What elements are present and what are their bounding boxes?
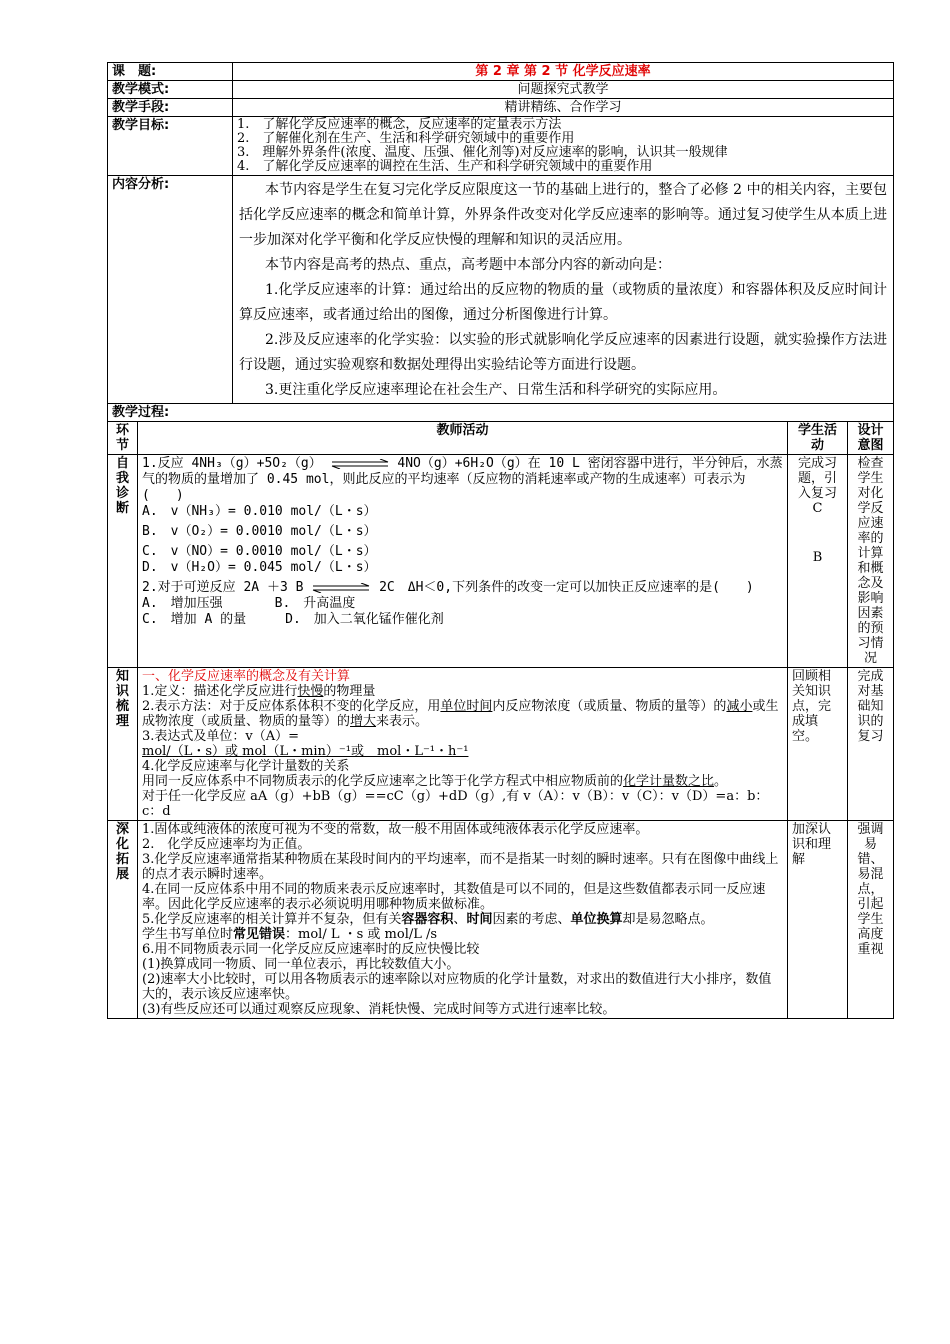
- student-activity: 回顾相关知识点，完成填空。: [788, 668, 848, 821]
- teacher-activity: [138, 821, 788, 1019]
- underlined-term: 减小: [726, 699, 753, 714]
- equilibrium-arrow-icon: [330, 459, 390, 469]
- stage-name: 深化拓展: [108, 821, 138, 1019]
- text: 内反应物浓度（或质量、物质的量等）的: [492, 699, 727, 714]
- text: 来表示。: [376, 714, 429, 729]
- means-label: 教学手段:: [108, 99, 233, 117]
- stage-deepening: [108, 821, 894, 1019]
- text: 或生成物浓度（或质量、物质的量等）的: [142, 699, 779, 729]
- answer-2: B: [812, 550, 823, 565]
- mode-label: 教学模式:: [108, 81, 233, 99]
- point-1: 1.固体或纯液体的浓度可视为不变的常数，故一般不用固体或纯液体表示化学反应速率。: [142, 822, 649, 837]
- goals-list: [233, 117, 894, 176]
- goal-item: 2. 了解催化剂在生产、生活和科学研究领域中的重要作用: [237, 131, 575, 146]
- analysis-row: [108, 176, 894, 404]
- process-label: 教学过程:: [108, 404, 894, 422]
- equilibrium-arrow-icon: [311, 583, 371, 593]
- design-intent: 完成对基础知识的复习: [848, 668, 894, 821]
- analysis-paragraph: 本节内容是高考的热点、重点，高考题中本部分内容的新动向是：: [265, 257, 672, 273]
- question-1-start: 1.反应 4NH₃（g）+5O₂（g）: [142, 456, 322, 471]
- relation-title: 4.化学反应速率与化学计量数的关系: [142, 759, 350, 774]
- analysis-paragraph: 2.涉及反应速率的化学实验：以实验的形式就影响化学反应速率的因素进行设题，就实验操作方法进行设题，通过实验观察和数据处理得出实验结论等方面进行设题。: [239, 332, 888, 373]
- underlined-term: 快慢: [297, 684, 324, 699]
- goal-item: 3. 理解外界条件(浓度、温度、压强、催化剂等)对反应速率的影响，认识其一般规律: [237, 145, 728, 160]
- mode-value: 问题探究式教学: [233, 81, 894, 99]
- process-header-row: [108, 422, 894, 455]
- point-2: 2. 化学反应速率均为正值。: [142, 837, 311, 852]
- option: A. 增加压强 B. 升高温度: [142, 596, 356, 611]
- student-activity: [788, 455, 848, 668]
- means-value: 精讲精练、合作学习: [233, 99, 894, 117]
- common-error-line: [142, 927, 783, 942]
- teacher-activity: [138, 668, 788, 821]
- bold-term: 常见错误: [233, 927, 286, 942]
- text: 却是易忽略点。: [622, 912, 714, 927]
- goals-label: 教学目标:: [108, 117, 233, 176]
- option: C. v（NO）= 0.0010 mol/（L・s）: [142, 544, 377, 559]
- representation-line: [142, 699, 783, 729]
- lesson-plan-table: [107, 62, 894, 1019]
- goal-item: 1. 了解化学反应速率的概念，反应速率的定量表示方法: [237, 117, 562, 132]
- goals-row: [108, 117, 894, 176]
- point-6-2: (2)速率大小比较时，可以用各物质表示的速率除以对应物质的化学计量数，对求出的数值进行大小排序，数值大的，表示该反应速率快。: [142, 972, 772, 1002]
- analysis-paragraph: 本节内容是学生在复习完化学反应限度这一节的基础上进行的，整合了必修 2 中的相关内容，主要包括化学反应速率的概念和简单计算，外界条件改变对化学反应速率的影响等。通过复习使学生从本质上进一步加深对化学平衡和化学反应快慢的理解和知识的灵活应用。: [239, 182, 888, 248]
- text: 5.化学反应速率的相关计算并不复杂，但有关: [142, 912, 402, 927]
- analysis-paragraph: 3.更注重化学反应速率理论在社会生产、日常生活和科学研究的实际应用。: [265, 382, 727, 398]
- text: 、: [453, 912, 467, 927]
- analysis-content: [233, 176, 894, 404]
- point-3: 3.化学反应速率通常指某种物质在某段时间内的平均速率，而不是指某一时刻的瞬时速率。只有在图像中曲线上的点才表示瞬时速率。: [142, 852, 779, 882]
- col-stage-header: 环节: [108, 422, 138, 455]
- underlined-term: 增大: [350, 714, 377, 729]
- means-row: [108, 99, 894, 117]
- point-6: 6.用不同物质表示同一化学反应反应速率时的反应快慢比较: [142, 942, 480, 957]
- col-student-header: 学生活动: [788, 422, 848, 455]
- text: 1.定义：描述化学反应进行: [142, 684, 298, 699]
- question-1-rest: 4NO（g）+6H₂O（g）在 10 L 密闭容器中进行，半分钟后，水蒸气的物质的量增加了 0.45 mol，则此反应的平均速率（反应物的消耗速率或产物的生成速率）可表示为( ): [142, 456, 783, 503]
- stage-name: 自我诊断: [108, 455, 138, 668]
- bold-term: 时间: [466, 912, 493, 927]
- bold-term: 容器容积: [401, 912, 454, 927]
- process-label-row: [108, 404, 894, 422]
- text: 2.表示方法：对于反应体系体积不变的化学反应，用: [142, 699, 441, 714]
- student-activity: 加深认识和理解: [788, 821, 848, 1019]
- point-5: [142, 912, 783, 927]
- text: 学生书写单位时: [142, 927, 234, 942]
- teacher-activity: [138, 455, 788, 668]
- relation-formula: 对于任一化学反应 aA（g）+bB（g）==cC（g）+dD（g）,有 v（A）：v（B）：v（C）：v（D）=a：b：c：d: [142, 789, 769, 819]
- section-heading: 一、化学反应速率的概念及有关计算: [142, 669, 351, 684]
- analysis-paragraph: 1.化学反应速率的计算：通过给出的反应物的物质的量（或物质的量浓度）和容器体积及反应时间计算反应速率，或者通过给出的图像，通过分析图像进行计算。: [239, 282, 888, 323]
- topic-row: [108, 63, 894, 81]
- underlined-term: 化学计量数之比: [623, 774, 715, 789]
- mode-row: [108, 81, 894, 99]
- stage-knowledge-review: [108, 668, 894, 821]
- analysis-label: 内容分析:: [108, 176, 233, 404]
- student-note: 完成习题，引入复习: [798, 456, 838, 501]
- option: A. v（NH₃）= 0.010 mol/（L・s）: [142, 504, 377, 519]
- design-intent: 检查学生对化学反应速率的计算和概念及影响因素的预习情况: [848, 455, 894, 668]
- text: 用同一反应体系中不同物质表示的化学反应速率之比等于化学方程式中相应物质前的: [142, 774, 624, 789]
- point-4: 4.在同一反应体系中用不同的物质来表示反应速率时，其数值是可以不同的，但是这些数值都表示同一反应速率。因此化学反应速率的表示必须说明用哪种物质来做标准。: [142, 882, 766, 912]
- point-6-1: (1)换算成同一物质、同一单位表示，再比较数值大小。: [142, 957, 460, 972]
- question-2-start: 2.对于可逆反应 2A ＋3 B: [142, 580, 304, 595]
- col-teacher-header: 教师活动: [138, 422, 788, 455]
- design-intent: 强调易错、易混点，引起学生高度重视: [848, 821, 894, 1019]
- option: C. 增加 A 的量 D. 加入二氧化锰作催化剂: [142, 612, 444, 627]
- topic-label: 课 题:: [108, 63, 233, 81]
- definition-line: [142, 684, 783, 699]
- text: ：mol/ L ・s 或 mol/L /s: [285, 927, 438, 942]
- stage-name: 知识梳理: [108, 668, 138, 821]
- relation-line: [142, 774, 783, 789]
- option: D. v（H₂O）= 0.045 mol/（L・s）: [142, 560, 377, 575]
- lesson-title: 第 2 章 第 2 节 化学反应速率: [233, 63, 894, 81]
- text: 。: [714, 774, 728, 789]
- answer-1: C: [812, 501, 823, 516]
- col-design-header: 设计意图: [848, 422, 894, 455]
- bold-term: 单位换算: [570, 912, 623, 927]
- expression-line: 3.表达式及单位：v（A）=: [142, 729, 300, 744]
- stage-self-diagnosis: [108, 455, 894, 668]
- point-6-3: (3)有些反应还可以通过观察反应现象、消耗快慢、完成时间等方式进行速率比较。: [142, 1002, 616, 1017]
- option: B. v（O₂）= 0.0010 mol/（L・s）: [142, 524, 377, 539]
- underlined-term: 单位时间: [440, 699, 493, 714]
- question-2-rest: 2C ΔH＜0,下列条件的改变一定可以加快正反应速率的是( ): [379, 580, 754, 595]
- text: 的物理量: [323, 684, 376, 699]
- units-line: mol/（L・s）或 mol（L・min）⁻¹或 mol・L⁻¹・h⁻¹: [142, 744, 469, 759]
- text: 因素的考虑、: [492, 912, 571, 927]
- goal-item: 4. 了解化学反应速率的调控在生活、生产和科学研究领域中的重要作用: [237, 159, 653, 174]
